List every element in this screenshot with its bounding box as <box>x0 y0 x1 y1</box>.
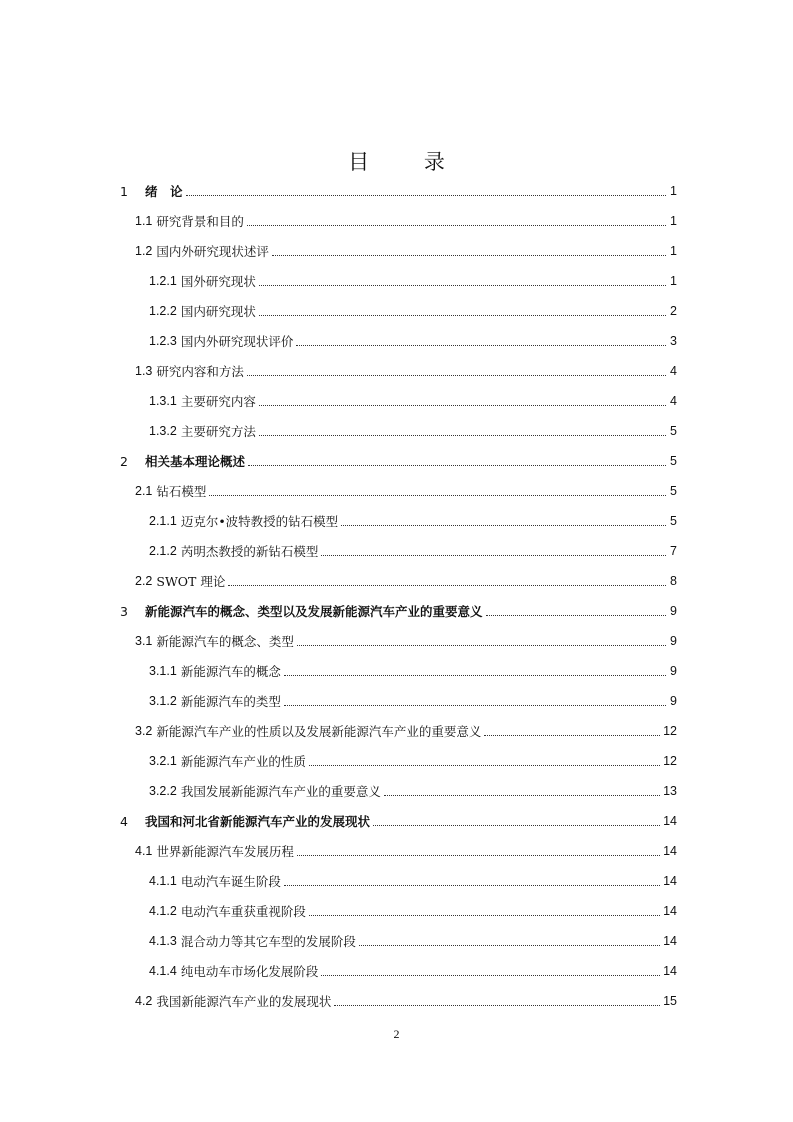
toc-entry-title: 电动汽车重获重视阶段 <box>180 904 306 919</box>
toc-entry-number: 3.2.1 <box>149 754 177 768</box>
toc-entry-page: 14 <box>663 844 677 858</box>
dot-leader <box>209 494 666 496</box>
toc-entry-number: 1.3 <box>135 364 153 378</box>
dot-leader <box>248 464 666 466</box>
dot-leader <box>309 914 660 916</box>
dot-leader <box>228 584 666 586</box>
toc-entry-level2[interactable] <box>0 236 793 266</box>
toc-entry-level2[interactable] <box>0 566 793 596</box>
toc-entry-page: 2 <box>670 304 677 318</box>
toc-entry-level2[interactable] <box>0 356 793 386</box>
toc-entry-page: 7 <box>670 544 677 558</box>
dot-leader <box>297 644 666 646</box>
table-of-contents <box>0 176 793 1016</box>
toc-entry-title: 绪 论 <box>145 184 183 199</box>
toc-entry-title: 电动汽车诞生阶段 <box>180 874 281 889</box>
toc-entry-title: 纯电动车市场化发展阶段 <box>180 964 319 979</box>
dot-leader <box>259 314 666 316</box>
toc-entry-number: 3.2.2 <box>149 784 177 798</box>
toc-entry-number: 1.1 <box>135 214 153 228</box>
dot-leader <box>321 974 660 976</box>
toc-entry-page: 14 <box>663 964 677 978</box>
toc-entry-level3[interactable] <box>0 746 793 776</box>
toc-entry-level3[interactable] <box>0 956 793 986</box>
toc-entry-title: 研究内容和方法 <box>156 364 244 379</box>
toc-entry-number: 2.2 <box>135 574 153 588</box>
toc-entry-page: 5 <box>670 484 677 498</box>
toc-entry-number: 3 <box>120 603 128 619</box>
toc-entry-title: 芮明杰教授的新钻石模型 <box>180 544 319 559</box>
toc-entry-title: 新能源汽车产业的性质以及发展新能源汽车产业的重要意义 <box>156 724 482 739</box>
toc-entry-number: 4.1 <box>135 844 153 858</box>
toc-entry-level3[interactable] <box>0 506 793 536</box>
toc-entry-level3[interactable] <box>0 296 793 326</box>
toc-entry-level2[interactable] <box>0 476 793 506</box>
toc-entry-page: 14 <box>663 814 677 828</box>
toc-entry-page: 14 <box>663 904 677 918</box>
dot-leader <box>384 794 660 796</box>
toc-entry-number: 3.1.2 <box>149 694 177 708</box>
toc-entry-title: 混合动力等其它车型的发展阶段 <box>180 934 356 949</box>
toc-entry-number: 1.2.3 <box>149 334 177 348</box>
toc-entry-page: 9 <box>670 694 677 708</box>
toc-entry-number: 4.1.1 <box>149 874 177 888</box>
toc-entry-page: 4 <box>670 394 677 408</box>
toc-entry-level2[interactable] <box>0 986 793 1016</box>
toc-entry-number: 1.3.2 <box>149 424 177 438</box>
toc-entry-number: 1 <box>120 183 128 199</box>
toc-entry-page: 12 <box>663 754 677 768</box>
dot-leader <box>334 1004 660 1006</box>
toc-entry-level1[interactable] <box>0 596 793 626</box>
dot-leader <box>247 374 666 376</box>
toc-entry-title: 我国新能源汽车产业的发展现状 <box>156 994 332 1009</box>
toc-entry-level3[interactable] <box>0 776 793 806</box>
toc-entry-level3[interactable] <box>0 866 793 896</box>
toc-entry-page: 15 <box>663 994 677 1008</box>
dot-leader <box>359 944 660 946</box>
dot-leader <box>321 554 666 556</box>
toc-entry-level3[interactable] <box>0 656 793 686</box>
toc-entry-title: 新能源汽车的概念、类型以及发展新能源汽车产业的重要意义 <box>145 604 483 619</box>
toc-entry-page: 5 <box>670 454 677 468</box>
dot-leader <box>309 764 660 766</box>
toc-entry-number: 4.1.2 <box>149 904 177 918</box>
toc-entry-title: 我国发展新能源汽车产业的重要意义 <box>180 784 381 799</box>
toc-entry-title: 国内研究现状 <box>180 304 256 319</box>
toc-entry-title: 新能源汽车的类型 <box>180 694 281 709</box>
toc-entry-number: 1.2.1 <box>149 274 177 288</box>
toc-entry-number: 4.1.3 <box>149 934 177 948</box>
toc-entry-page: 1 <box>670 244 677 258</box>
toc-entry-page: 14 <box>663 874 677 888</box>
toc-entry-title: 国外研究现状 <box>180 274 256 289</box>
toc-entry-title: 国内外研究现状述评 <box>156 244 269 259</box>
toc-entry-page: 14 <box>663 934 677 948</box>
dot-leader <box>296 344 666 346</box>
toc-entry-page: 9 <box>670 604 677 618</box>
toc-entry-title: 主要研究内容 <box>180 394 256 409</box>
toc-entry-level2[interactable] <box>0 206 793 236</box>
toc-entry-title: 迈克尔•波特教授的钻石模型 <box>180 514 339 529</box>
toc-entry-page: 3 <box>670 334 677 348</box>
toc-entry-number: 3.1 <box>135 634 153 648</box>
toc-entry-level3[interactable] <box>0 416 793 446</box>
toc-entry-page: 12 <box>663 724 677 738</box>
toc-entry-title: 研究背景和目的 <box>156 214 244 229</box>
toc-entry-title: 世界新能源汽车发展历程 <box>156 844 294 859</box>
toc-entry-title: 我国和河北省新能源汽车产业的发展现状 <box>145 814 371 829</box>
toc-entry-level3[interactable] <box>0 536 793 566</box>
toc-entry-page: 1 <box>670 214 677 228</box>
dot-leader <box>297 854 660 856</box>
toc-entry-page: 9 <box>670 634 677 648</box>
page-number: 2 <box>393 1027 400 1041</box>
toc-entry-level3[interactable] <box>0 326 793 356</box>
toc-entry-level1[interactable] <box>0 176 793 206</box>
dot-leader <box>284 884 660 886</box>
toc-entry-level3[interactable] <box>0 386 793 416</box>
toc-entry-number: 1.2.2 <box>149 304 177 318</box>
toc-entry-title: 国内外研究现状评价 <box>180 334 294 349</box>
toc-entry-level3[interactable] <box>0 896 793 926</box>
dot-leader <box>247 224 666 226</box>
dot-leader <box>259 434 666 436</box>
toc-entry-page: 1 <box>670 184 677 198</box>
toc-entry-level2[interactable] <box>0 836 793 866</box>
toc-entry-level3[interactable] <box>0 926 793 956</box>
toc-entry-number: 2 <box>120 453 128 469</box>
toc-entry-title: 新能源汽车的概念、类型 <box>156 634 294 649</box>
toc-entry-title: 主要研究方法 <box>180 424 256 439</box>
toc-entry-level1[interactable] <box>0 446 793 476</box>
dot-leader <box>186 194 666 196</box>
dot-leader <box>373 824 660 826</box>
toc-entry-number: 2.1.2 <box>149 544 177 558</box>
toc-entry-level3[interactable] <box>0 686 793 716</box>
toc-entry-page: 13 <box>663 784 677 798</box>
dot-leader <box>284 704 666 706</box>
page-title: 目 录 <box>348 150 469 174</box>
toc-entry-page: 5 <box>670 514 677 528</box>
dot-leader <box>259 404 666 406</box>
toc-entry-level2[interactable] <box>0 626 793 656</box>
toc-entry-page: 5 <box>670 424 677 438</box>
toc-entry-number: 2.1.1 <box>149 514 177 528</box>
toc-entry-number: 1.2 <box>135 244 153 258</box>
toc-entry-number: 1.3.1 <box>149 394 177 408</box>
toc-entry-level1[interactable] <box>0 806 793 836</box>
toc-entry-number: 4 <box>120 813 128 829</box>
toc-entry-title: 新能源汽车的概念 <box>180 664 281 679</box>
toc-entry-page: 9 <box>670 664 677 678</box>
toc-entry-title: 钻石模型 <box>156 484 207 499</box>
toc-entry-number: 3.1.1 <box>149 664 177 678</box>
dot-leader <box>341 524 666 526</box>
toc-entry-number: 2.1 <box>135 484 153 498</box>
toc-entry-level2[interactable] <box>0 716 793 746</box>
toc-entry-page: 8 <box>670 574 677 588</box>
toc-entry-title: 相关基本理论概述 <box>145 454 246 469</box>
dot-leader <box>486 614 666 616</box>
dot-leader <box>484 734 660 736</box>
dot-leader <box>284 674 666 676</box>
dot-leader <box>272 254 666 256</box>
toc-entry-page: 1 <box>670 274 677 288</box>
toc-entry-title: SWOT 理论 <box>156 574 226 589</box>
toc-entry-level3[interactable] <box>0 266 793 296</box>
toc-entry-number: 3.2 <box>135 724 153 738</box>
toc-entry-page: 4 <box>670 364 677 378</box>
toc-entry-title: 新能源汽车产业的性质 <box>180 754 306 769</box>
dot-leader <box>259 284 666 286</box>
toc-entry-number: 4.2 <box>135 994 153 1008</box>
toc-entry-number: 4.1.4 <box>149 964 177 978</box>
